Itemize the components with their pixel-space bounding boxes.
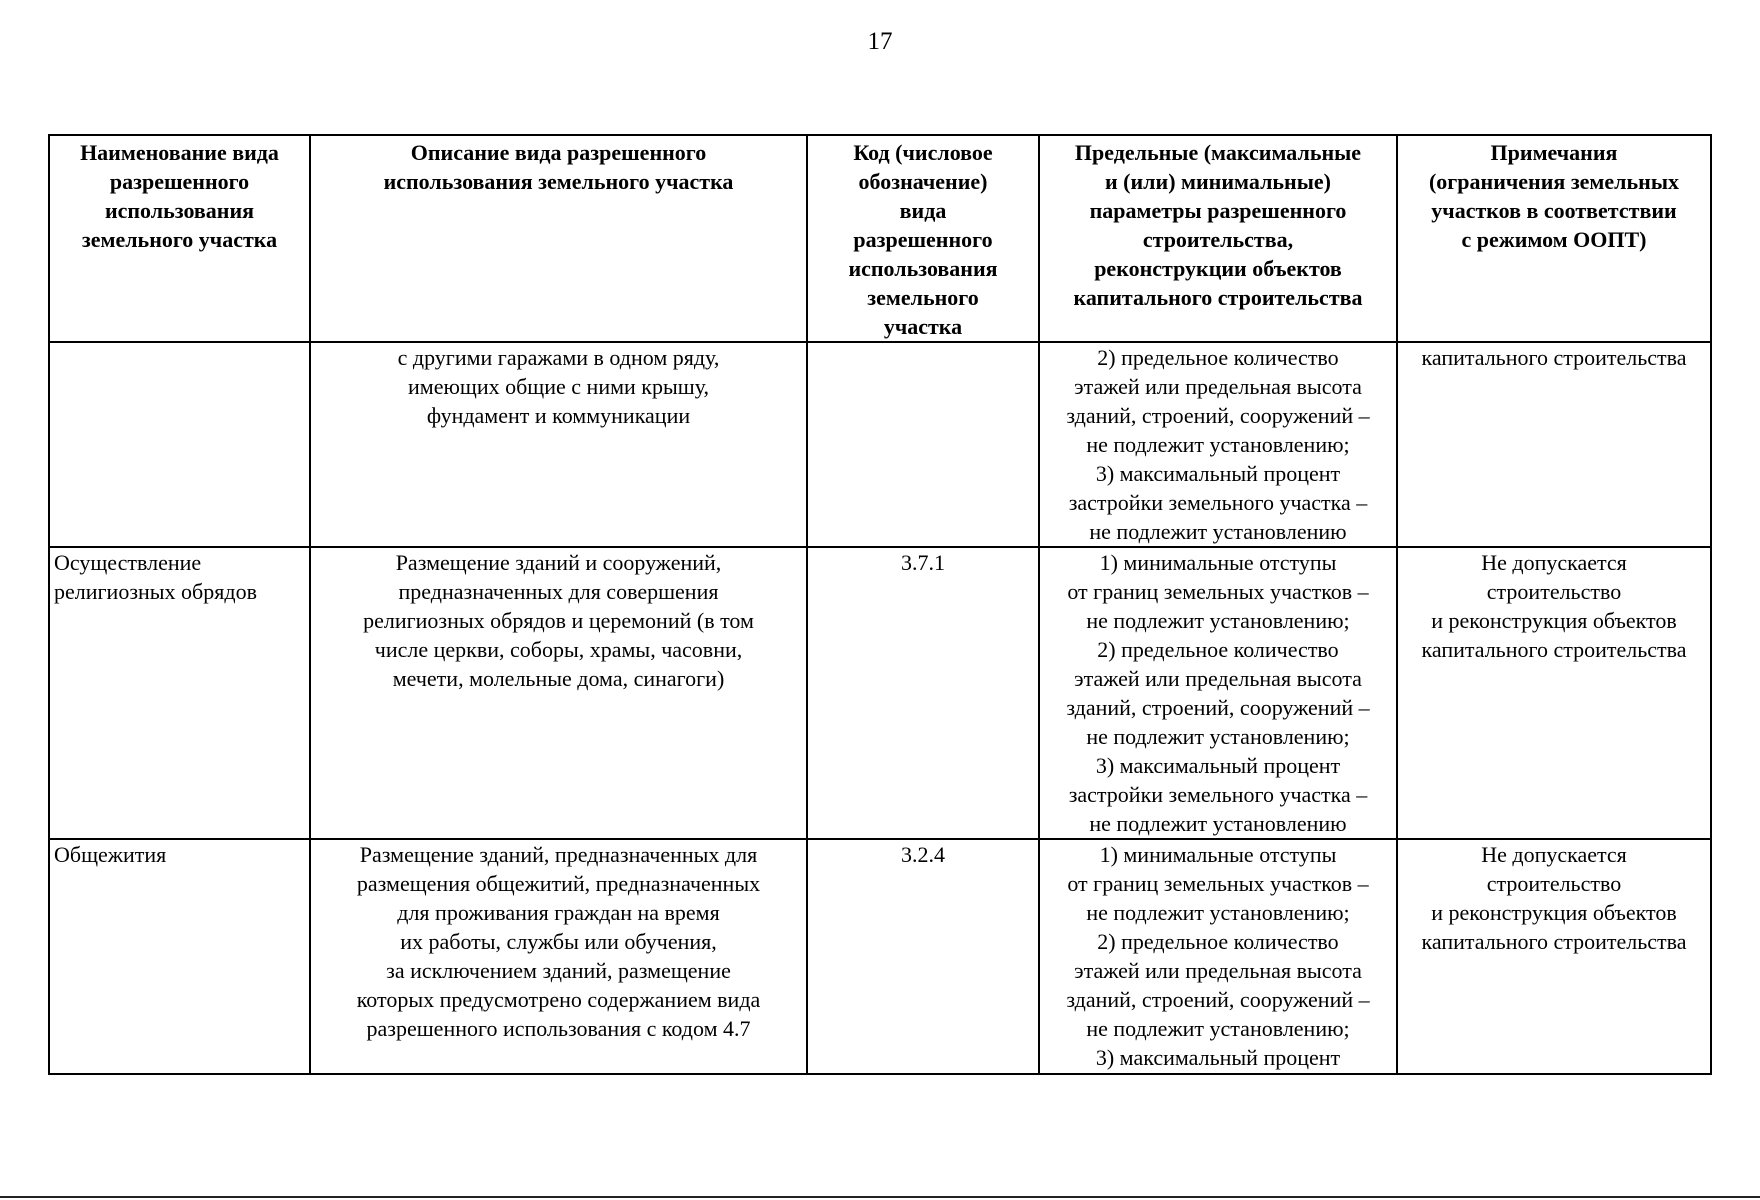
cell-use-name: Общежития	[49, 839, 310, 1074]
bottom-edge-line	[0, 1196, 1760, 1198]
cell-use-name: Осуществление религиозных обрядов	[49, 547, 310, 839]
table-header-row	[49, 135, 1711, 342]
cell-use-description: с другими гаражами в одном ряду, имеющих общие с ними крышу, фундамент и коммуникации	[310, 342, 807, 547]
cell-use-code	[807, 342, 1039, 547]
cell-notes: Не допускается строительство и реконструкция объектов капитального строительства	[1397, 839, 1711, 1074]
header-use-description: Описание вида разрешенного использования земельного участка	[310, 135, 807, 342]
page-number: 17	[867, 28, 893, 55]
cell-build-parameters: 1) минимальные отступы от границ земельных участков – не подлежит установлению; 2) предельное количество этажей или предельная высота зданий, строений, сооружений – не подлежит установлению; 3) максимальный процент застройки земельного участка – не подлежит установлению	[1039, 547, 1397, 839]
cell-use-description: Размещение зданий и сооружений, предназначенных для совершения религиозных обрядов и церемоний (в том числе церкви, соборы, храмы, часовни, мечети, молельные дома, синагоги)	[310, 547, 807, 839]
cell-notes: Не допускается строительство и реконструкция объектов капитального строительства	[1397, 547, 1711, 839]
land-use-table	[48, 134, 1712, 1075]
cell-use-description: Размещение зданий, предназначенных для размещения общежитий, предназначенных для проживания граждан на время их работы, службы или обучения, за исключением зданий, размещение которых предусмотрено содержанием вида разрешенного использования с кодом 4.7	[310, 839, 807, 1074]
header-notes: Примечания (ограничения земельных участков в соответствии с режимом ООПТ)	[1397, 135, 1711, 342]
table-row	[49, 342, 1711, 547]
header-use-code: Код (числовое обозначение) вида разрешенного использования земельного участка	[807, 135, 1039, 342]
table-row	[49, 839, 1711, 1074]
header-use-name: Наименование вида разрешенного использования земельного участка	[49, 135, 310, 342]
cell-use-name	[49, 342, 310, 547]
cell-notes: капитального строительства	[1397, 342, 1711, 547]
header-build-parameters: Предельные (максимальные и (или) минимальные) параметры разрешенного строительства, реконструкции объектов капитального строительства	[1039, 135, 1397, 342]
cell-build-parameters: 1) минимальные отступы от границ земельных участков – не подлежит установлению; 2) предельное количество этажей или предельная высота зданий, строений, сооружений – не подлежит установлению; 3) максимальный процент	[1039, 839, 1397, 1074]
cell-build-parameters: 2) предельное количество этажей или предельная высота зданий, строений, сооружений – не подлежит установлению; 3) максимальный процент застройки земельного участка – не подлежит установлению	[1039, 342, 1397, 547]
cell-use-code: 3.7.1	[807, 547, 1039, 839]
table-row	[49, 547, 1711, 839]
cell-use-code: 3.2.4	[807, 839, 1039, 1074]
